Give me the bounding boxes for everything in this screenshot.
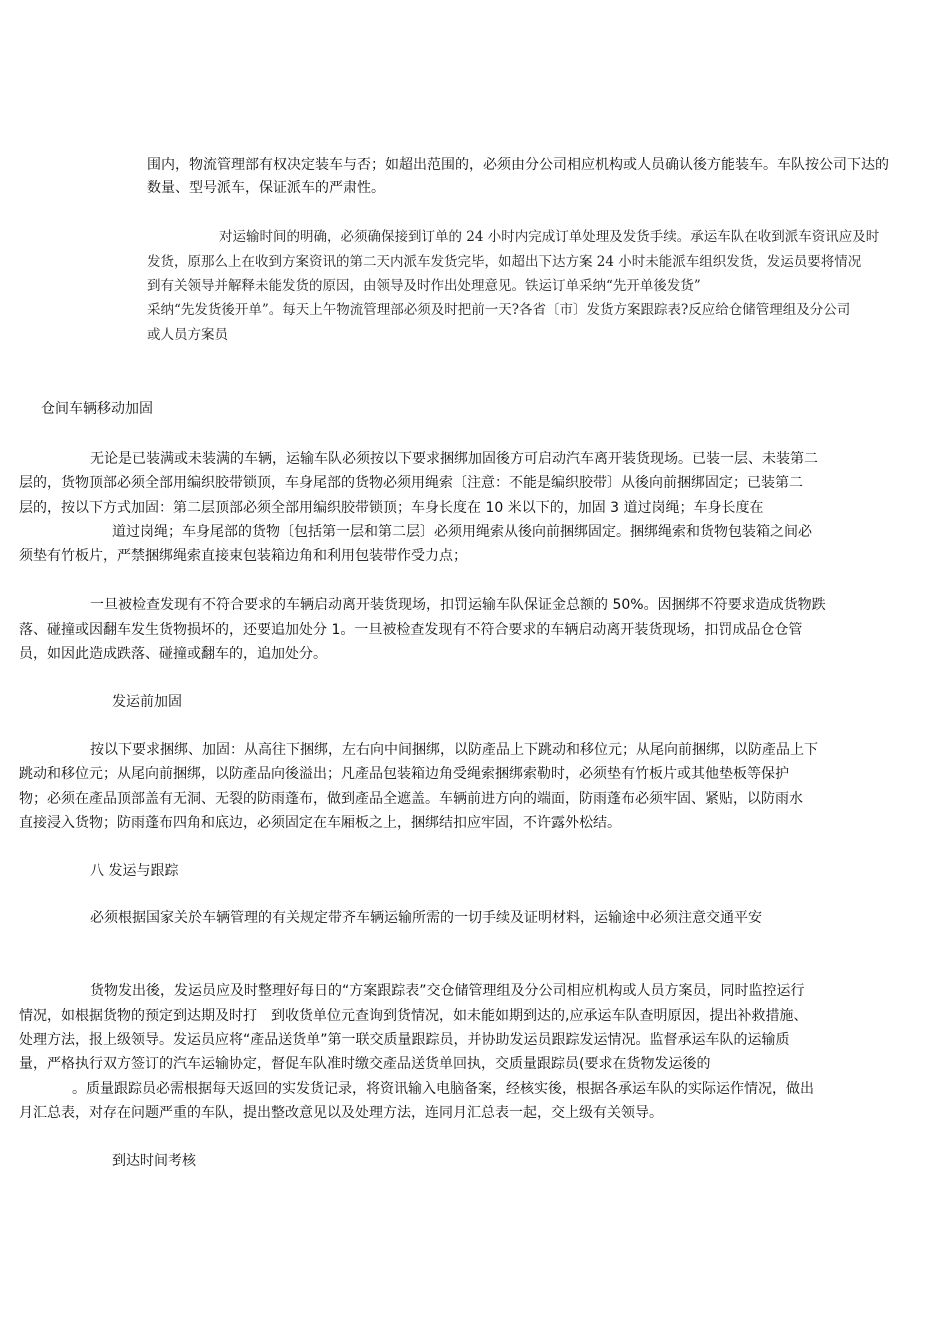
paragraph-line: 发货，原那么上在收到方案资讯的第二天内派车发货完毕，如超出下达方案 24 小时未能派车组织发货，发运员要将情况 [147, 254, 862, 270]
paragraph-line: 数量、型号派车，保证派车的严肃性。 [147, 180, 385, 196]
paragraph-line: 到有关领导并解释未能发货的原因，由领导及时作出处理意见。铁运订单采纳“先开单後发货” [147, 278, 701, 294]
paragraph-line: 处理方法，报上级领导。发运员应将“產品送货单”第一联交质量跟踪员，并协助发运员跟踪发运情况。监督承运车队的运输质 [19, 1032, 790, 1048]
paragraph-line: 月汇总表，对存在问题严重的车队，提出整改意见以及处理方法，连同月汇总表一起，交上级有关领导。 [19, 1105, 663, 1121]
paragraph-line: 直接浸入货物；防雨蓬布四角和底边，必须固定在车厢板之上，捆绑结扣应牢固，不许露外松结。 [19, 815, 621, 831]
paragraph-line: 量，严格执行双方签订的汽车运输协定，督促车队准时缴交產品送货单回执，交质量跟踪员(要求在货物发运後的 [19, 1056, 711, 1072]
paragraph-line: 无论是已装满或未装满的车辆，运输车队必须按以下要求捆绑加固後方可启动汽车离开装货现场。已装一层、未装第二 [90, 451, 818, 467]
paragraph-line: 须垫有竹板片，严禁捆绑绳索直接束包装箱边角和利用包装带作受力点； [19, 548, 467, 564]
paragraph-line: 按以下要求捆绑、加固：从高往下捆绑，左右向中间捆绑，以防產品上下跳动和移位元；从尾向前捆绑，以防產品上下 [90, 742, 818, 758]
paragraph-line: 对运输时间的明确，必须确保接到订单的 24 小时内完成订单处理及发货手续。承运车队在收到派车资讯应及时 [219, 229, 880, 245]
paragraph-line: 道过岗绳；车身尾部的货物〔包括第一层和第二层〕必须用绳索从後向前捆绑固定。捆绑绳索和货物包装箱之间必 [112, 524, 812, 540]
section-heading: 仓间车辆移动加固 [41, 401, 153, 417]
paragraph-line: 货物发出後，发运员应及时整理好每日的“方案跟踪表”交仓储管理组及分公司相应机构或人员方案员，同时监控运行 [90, 983, 805, 999]
paragraph-line: 围内，物流管理部有权决定装车与否；如超出范围的，必须由分公司相应机构或人员确认後方能装车。车队按公司下达的 [147, 157, 889, 173]
paragraph-line: 层的，货物顶部必须全部用编织胶带锁顶，车身尾部的货物必须用绳索〔注意：不能是编织胶带〕从後向前捆绑固定；已装第二 [19, 475, 803, 491]
paragraph-line: 一旦被检查发现有不符合要求的车辆启动离开装货现场，扣罚运输车队保证金总额的 50%。因捆绑不符要求造成货物跌 [90, 597, 826, 613]
paragraph-line: 。质量跟踪员必需根据每天返回的实发货记录，将资讯输入电脑备案，经核实後，根据各承运车队的实际运作情况，做出 [72, 1081, 814, 1097]
paragraph-line: 员，如因此造成跌落、碰撞或翻车的，追加处分。 [19, 646, 327, 662]
section-heading: 发运前加固 [112, 694, 182, 710]
paragraph-line: 或人员方案员 [147, 327, 228, 343]
section-heading: 八 发运与跟踪 [90, 863, 179, 879]
paragraph-line: 必须根据国家关於车辆管理的有关规定带齐车辆运输所需的一切手续及证明材料，运输途中必须注意交通平安 [90, 910, 762, 926]
paragraph-line: 跳动和移位元；从尾向前捆绑，以防產品向後溢出；凡產品包装箱边角受绳索捆绑索勒时，必须垫有竹板片或其他垫板等保护 [19, 766, 789, 782]
paragraph-line: 采纳“先发货後开单”。每天上午物流管理部必须及时把前一天?各省〔市〕发货方案跟踪表?反应给仓储管理组及分公司 [147, 302, 851, 318]
paragraph-line: 情况，如根据货物的预定到达期及时打 到收货单位元查询到货情况，如未能如期到达的,应承运车队查明原因，提出补救措施、 [19, 1008, 808, 1024]
paragraph-line: 落、碰撞或因翻车发生货物损坏的，还要追加处分 1。一旦被检查发现有不符合要求的车辆启动离开装货现场，扣罚成品仓仓管 [19, 622, 803, 638]
paragraph-line: 物；必须在產品顶部盖有无洞、无裂的防雨蓬布，做到產品全遮盖。车辆前进方向的端面，防雨蓬布必须牢固、紧贴，以防雨水 [19, 791, 803, 807]
section-heading: 到达时间考核 [112, 1153, 196, 1169]
paragraph-line: 层的，按以下方式加固：第二层顶部必须全部用编织胶带锁顶；车身长度在 10 米以下的，加固 3 道过岗绳；车身长度在 [19, 500, 764, 516]
